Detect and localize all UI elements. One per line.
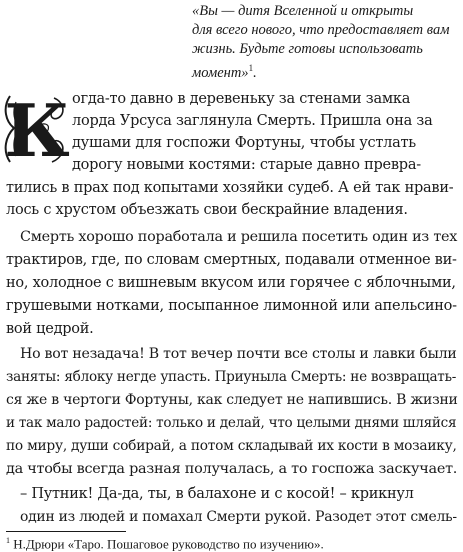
dropcap-letter: К xyxy=(4,92,70,166)
text-line: лорда Урсуса заглянула Смерть. Пришла она за xyxy=(72,113,433,129)
text-line: дорогу новыми костями: старые давно превра- xyxy=(72,157,421,173)
text-line: заняты: яблоку негде упасть. Приуныла Смерть: не возвращать- xyxy=(6,369,457,385)
text-line: огда-то давно в деревеньку за стенами замка xyxy=(72,91,411,107)
text-line: вой цедрой. xyxy=(6,321,94,337)
text-line: тились в прах под копытами хозяйки судеб. А ей так нрави- xyxy=(6,180,454,196)
epigraph-line: жизнь. Будьте готовы использовать xyxy=(192,41,423,57)
footnote-ref: 1 xyxy=(248,63,254,73)
epigraph xyxy=(192,2,458,83)
footnote-marker: 1 xyxy=(6,536,10,545)
text-line: лось с хрустом объезжать свои бескрайние владения. xyxy=(6,202,408,218)
epigraph-line: «Вы — дитя Вселенной и открыты xyxy=(192,3,414,19)
footnote xyxy=(6,533,324,552)
text-line: но, холодное с вишневым вкусом или горячее с яблочными, xyxy=(6,275,456,291)
footnote-divider xyxy=(6,531,126,532)
text-line: да чтобы всегда разная получалась, а то госпожа заскучает. xyxy=(6,461,458,477)
text-line: душами для госпожи Фортуны, чтобы устлать xyxy=(72,135,416,151)
text-line: трактиров, где, по словам смертных, подавали отменное ви- xyxy=(6,252,457,268)
text-line: Но вот незадача! В тот вечер почти все столы и лавки были xyxy=(20,346,457,362)
footnote-text: Н.Дрюри «Таро. Пошаговое руководство по изучению». xyxy=(13,536,324,552)
text-line: Смерть хорошо поработала и решила посетить один из тех xyxy=(20,229,458,245)
text-line: один из людей и помахал Смерти рукой. Разодет этот смель- xyxy=(20,509,457,525)
text-line: ся же в чертоги Фортуны, как следует не напившись. В жизни xyxy=(6,392,458,408)
ornate-dropcap xyxy=(4,92,70,166)
text-line: грушевыми нотками, посыпанное лимонной или апельсино- xyxy=(6,298,457,314)
text-line: и так мало радостей: только и делай, что целыми днями шляйся xyxy=(6,415,457,431)
epigraph-line: момент»$^1$. xyxy=(192,63,257,81)
text-line: по миру, души собирай, а потом складывай их кости в мозаику, xyxy=(6,438,457,454)
text-line: – Путник! Да-да, ты, в балахоне и с косой! – крикнул xyxy=(20,486,414,502)
epigraph-line: для всего нового, что предоставляет вам xyxy=(192,22,450,38)
